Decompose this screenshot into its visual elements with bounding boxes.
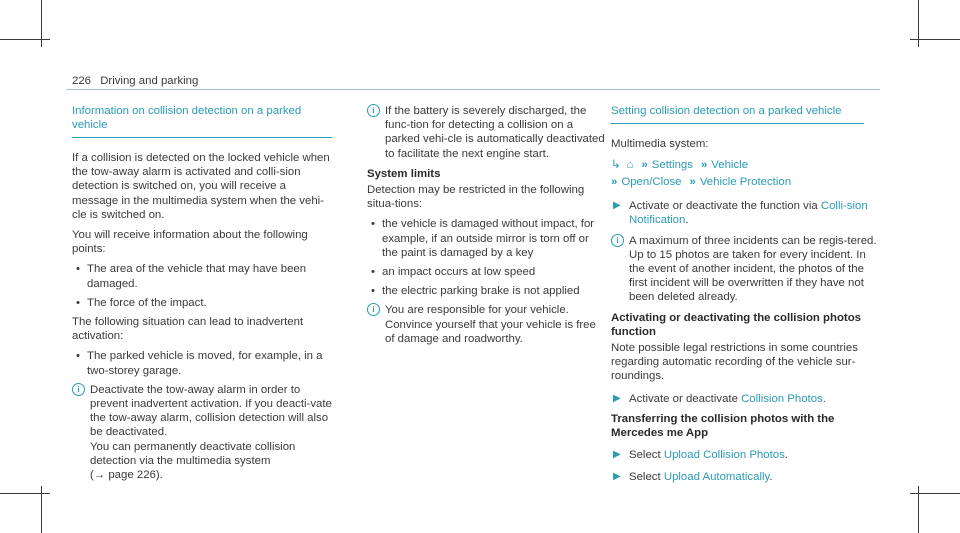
menu-path-item[interactable]: Vehicle bbox=[711, 159, 749, 172]
note-text: Deactivate the tow-away alarm in order to prevent inadvertent activation. If you deacti-vate the tow-away alarm, collision detection will also be deactivated. bbox=[90, 383, 332, 439]
menu-link[interactable]: Collision Photos bbox=[741, 392, 823, 405]
menu-path bbox=[611, 157, 881, 191]
arrow-right-icon: ▶ bbox=[613, 449, 621, 461]
info-icon: i bbox=[367, 303, 380, 316]
chevron-icon: » bbox=[689, 176, 696, 189]
action-text: Select bbox=[629, 449, 661, 462]
arrow-right-icon: ▶ bbox=[613, 392, 621, 404]
page-number: 226 bbox=[72, 75, 92, 87]
subheading: Activating or deactivating the collision photos function bbox=[611, 311, 861, 338]
menu-path-item[interactable]: Vehicle Protection bbox=[699, 176, 792, 189]
crop-mark bbox=[0, 39, 50, 40]
paragraph: If a collision is detected on the locked vehicle when the tow-away alarm is activated and colli-sion detection is switched on, you will receive a message in the multimedia system when the vehi-cle is switched on. bbox=[72, 152, 330, 221]
note-text: You can permanently deactivate collision detection via the multimedia system bbox=[90, 440, 296, 467]
action-step bbox=[611, 470, 881, 484]
note-text: A maximum of three incidents can be regis-tered. Up to 15 photos are taken for every incident. In the event of another incident, the photos of the first incident will be overwritten if they have not been deleted already. bbox=[629, 234, 877, 304]
info-note bbox=[611, 234, 881, 305]
bullet-item: • the electric parking brake is not applied bbox=[367, 284, 607, 298]
action-step bbox=[611, 392, 881, 406]
info-note bbox=[367, 104, 607, 161]
paragraph: Detection may be restricted in the following situa-tions: bbox=[367, 184, 585, 211]
paragraph: You will receive information about the following points: bbox=[72, 229, 308, 256]
menu-path-item[interactable]: Settings bbox=[651, 159, 693, 172]
bullet-item: • an impact occurs at low speed bbox=[367, 265, 607, 279]
chevron-icon: » bbox=[700, 159, 708, 172]
info-note bbox=[367, 303, 607, 346]
action-text: Activate or deactivate bbox=[629, 392, 738, 405]
menu-link[interactable]: Upload Collision Photos bbox=[663, 449, 785, 462]
note-text: You are responsible for your vehicle. Convince yourself that your vehicle is free of damage and roadworthy. bbox=[385, 304, 596, 345]
subheading: System limits bbox=[367, 167, 441, 180]
info-icon: i bbox=[611, 234, 624, 247]
crop-mark bbox=[910, 39, 960, 40]
info-icon: i bbox=[72, 383, 85, 396]
crop-mark bbox=[910, 493, 960, 494]
note-text: If the battery is severely discharged, the func-tion for detecting a collision on a parked vehi-cle is automatically deactivated to facilitate the next engine start. bbox=[385, 105, 605, 160]
action-text: . bbox=[784, 449, 788, 462]
bullet-item: • the vehicle is damaged without impact, for example, if an outside mirror is torn off or the paint is damaged by a key bbox=[367, 217, 607, 260]
paragraph: The following situation can lead to inadvertent activation: bbox=[72, 316, 304, 343]
info-note bbox=[72, 383, 332, 482]
action-text: . bbox=[769, 471, 773, 484]
menu-path-item[interactable]: Open/Close bbox=[621, 176, 682, 189]
action-text: Activate or deactivate the function via bbox=[629, 200, 818, 213]
bullet-item: • The area of the vehicle that may have been damaged. bbox=[72, 262, 332, 290]
arrow-right-icon: ▶ bbox=[613, 200, 621, 212]
page-reference-link[interactable]: (→ page 226). bbox=[90, 469, 163, 482]
chevron-icon: » bbox=[641, 159, 648, 172]
action-text: . bbox=[685, 214, 689, 227]
action-text: Select bbox=[629, 471, 661, 484]
menu-link[interactable]: Colli-sion Notification bbox=[629, 200, 868, 227]
arrow-right-icon: ▶ bbox=[613, 471, 621, 483]
action-step bbox=[611, 448, 881, 462]
menu-link[interactable]: Upload Automatically bbox=[663, 471, 770, 484]
info-icon: i bbox=[367, 104, 380, 117]
bullet-item: • The parked vehicle is moved, for example, in a two-storey garage. bbox=[72, 349, 332, 377]
home-icon[interactable]: ⌂ bbox=[626, 159, 634, 172]
bullet-item: • The force of the impact. bbox=[72, 296, 332, 310]
section-title: Driving and parking bbox=[100, 75, 199, 87]
column-3 bbox=[611, 104, 881, 491]
hook-arrow-icon: ↳ bbox=[611, 159, 621, 172]
action-text: . bbox=[822, 392, 826, 405]
column-2 bbox=[367, 104, 607, 352]
subheading: Transferring the collision photos with the Mercedes me App bbox=[611, 412, 835, 440]
section-heading: Setting collision detection on a parked vehicle bbox=[611, 104, 864, 124]
crop-mark bbox=[0, 493, 50, 494]
header-rule bbox=[66, 89, 880, 90]
page-header bbox=[72, 74, 198, 88]
paragraph: Multimedia system: bbox=[611, 138, 709, 150]
chevron-icon: » bbox=[611, 176, 618, 189]
paragraph: Note possible legal restrictions in some countries regarding automatic recording of the vehicle sur-roundings. bbox=[611, 342, 858, 383]
action-step bbox=[611, 199, 881, 227]
column-1 bbox=[72, 104, 332, 488]
section-heading: Information on collision detection on a parked vehicle bbox=[72, 104, 332, 138]
